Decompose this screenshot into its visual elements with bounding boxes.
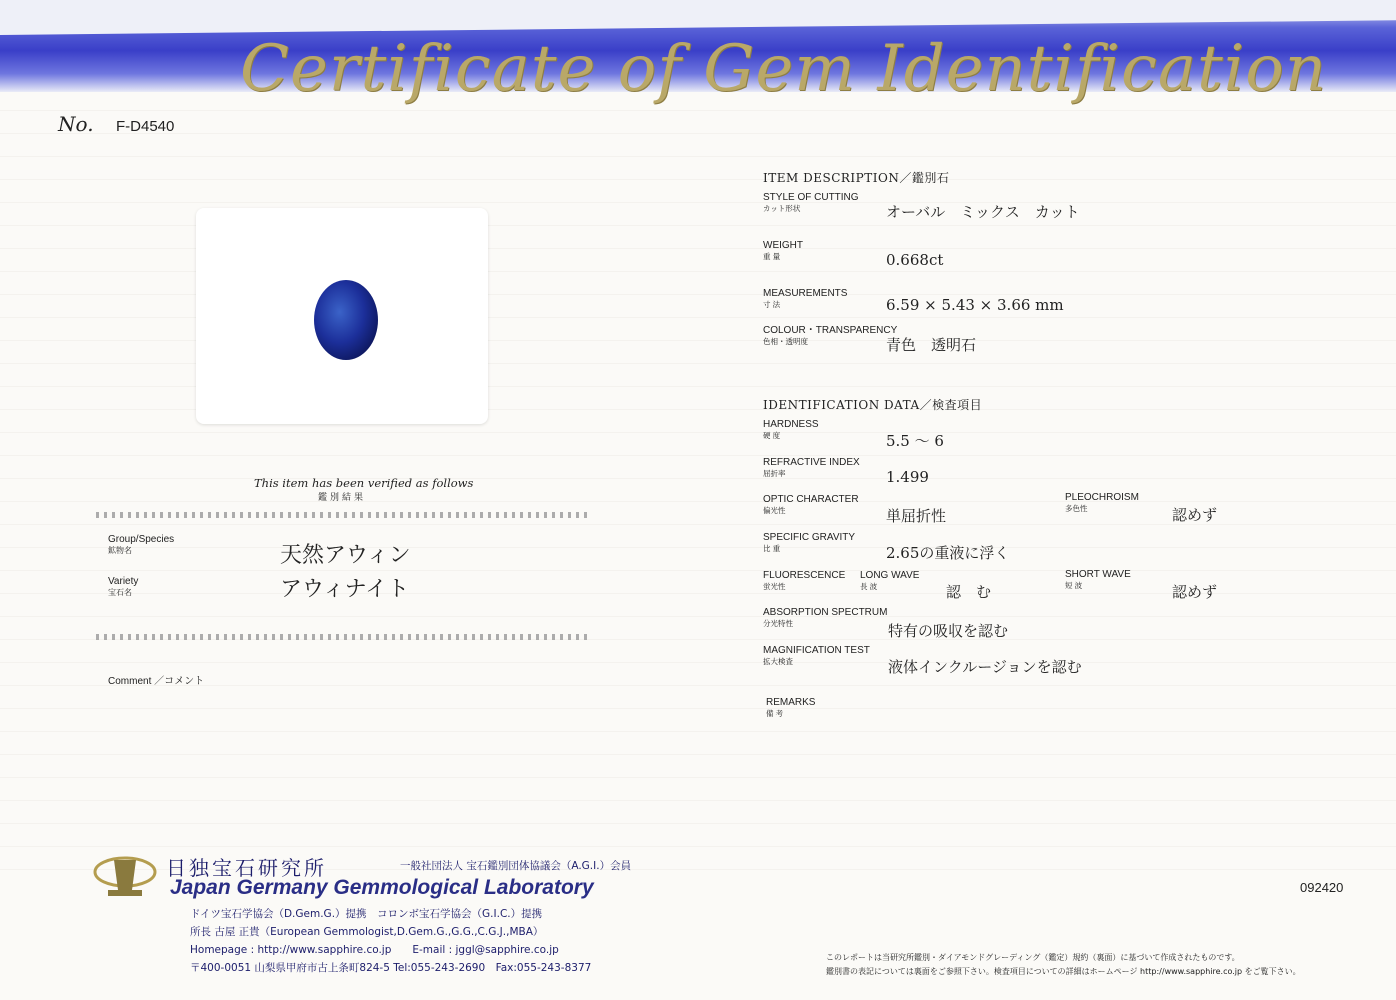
footer-note-1: このレポートは当研究所鑑別・ダイアモンドグレーディング（鑑定）規約（裏面）に基づいて作成されたものです。: [826, 953, 1240, 962]
absorption-spectrum-label: ABSORPTION SPECTRUM 分光特性: [763, 607, 888, 628]
document-code: 092420: [1300, 880, 1344, 895]
gem-photo-card: [196, 208, 488, 424]
verified-text: This item has been verified as follows: [254, 476, 474, 490]
long-wave-label: LONG WAVE 長 波: [860, 570, 920, 591]
item-description-heading: ITEM DESCRIPTION／鑑別石: [763, 171, 950, 185]
group-species-value: 天然アウィン: [280, 543, 411, 568]
style-label: STYLE OF CUTTING カット形状: [763, 192, 859, 213]
optic-character-label: OPTIC CHARACTER 偏光性: [763, 494, 859, 515]
footer-director: 所長 古屋 正貴（European Gemmologist,D.Gem.G.,G.G.,C.G.J.,MBA）: [190, 926, 544, 938]
divider-top: [96, 512, 592, 518]
specific-gravity-value: 2.65の重液に浮く: [886, 544, 1010, 562]
verified-text-jp: 鑑別結果: [318, 493, 367, 503]
weight-value: 0.668ct: [886, 251, 944, 269]
identification-data-heading: IDENTIFICATION DATA／検査項目: [763, 398, 983, 412]
certificate-number: F-D4540: [116, 118, 175, 135]
remarks-label: REMARKS 備 考: [766, 697, 816, 718]
optic-character-value: 単屈折性: [886, 507, 947, 525]
colour-label: COLOUR・TRANSPARENCY 色相・透明度: [763, 325, 898, 346]
certificate-title: Certificate of Gem Identification: [240, 32, 1327, 106]
magnification-label: MAGNIFICATION TEST 拡大検査: [763, 645, 870, 666]
variety-label: Variety 宝石名: [108, 576, 139, 597]
style-value: オーバル ミックス カット: [886, 203, 1080, 221]
long-wave-value: 認 む: [946, 583, 992, 601]
footer-note-2: 鑑別書の表記については裏面をご参照下さい。検査項目についての詳細はホームページ http://www.sapphire.co.jp をご覧下さい。: [826, 967, 1301, 976]
comment-label: Comment ／コメント: [108, 676, 205, 687]
variety-value: アウィナイト: [280, 577, 410, 602]
footer-address: 〒400-0051 山梨県甲府市古上条町824-5 Tel:055-243-2690 Fax:055-243-8377: [190, 962, 592, 974]
lab-name-en: Japan Germany Gemmological Laboratory: [170, 876, 594, 899]
gem-image: [314, 280, 378, 360]
hardness-label: HARDNESS 硬 度: [763, 419, 819, 440]
refractive-index-value: 1.499: [886, 468, 929, 486]
measurements-label: MEASUREMENTS 寸 法: [763, 288, 848, 309]
lab-logo-icon: [92, 850, 158, 900]
absorption-spectrum-value: 特有の吸収を認む: [888, 622, 1009, 640]
weight-label: WEIGHT 重 量: [763, 240, 803, 261]
short-wave-value: 認めず: [1172, 583, 1218, 601]
measurements-value: 6.59 × 5.43 × 3.66 mm: [886, 296, 1064, 314]
divider-bottom: [96, 634, 592, 640]
magnification-value: 液体インクルージョンを認む: [888, 658, 1082, 676]
group-species-label: Group/Species 鉱物名: [108, 534, 175, 555]
footer-contact: Homepage : http://www.sapphire.co.jp E-mail : jggl@sapphire.co.jp: [190, 944, 559, 956]
hardness-value: 5.5 ～ 6: [886, 432, 944, 450]
lab-name-jp: 日独宝石研究所: [166, 856, 327, 880]
agi-membership: 一般社団法人 宝石鑑別団体協議会（A.G.I.）会員: [400, 860, 632, 872]
colour-value: 青色 透明石: [886, 336, 977, 354]
specific-gravity-label: SPECIFIC GRAVITY 比 重: [763, 532, 856, 553]
fluorescence-label: FLUORESCENCE 蛍光性: [763, 570, 846, 591]
footer-affiliations: ドイツ宝石学協会（D.Gem.G.）提携 コロンボ宝石学協会（G.I.C.）提携: [190, 908, 543, 920]
pleochroism-label: PLEOCHROISM 多色性: [1065, 492, 1139, 513]
refractive-index-label: REFRACTIVE INDEX 屈折率: [763, 457, 860, 478]
short-wave-label: SHORT WAVE 短 波: [1065, 569, 1131, 590]
pleochroism-value: 認めず: [1172, 506, 1218, 524]
number-label: No.: [58, 112, 94, 136]
